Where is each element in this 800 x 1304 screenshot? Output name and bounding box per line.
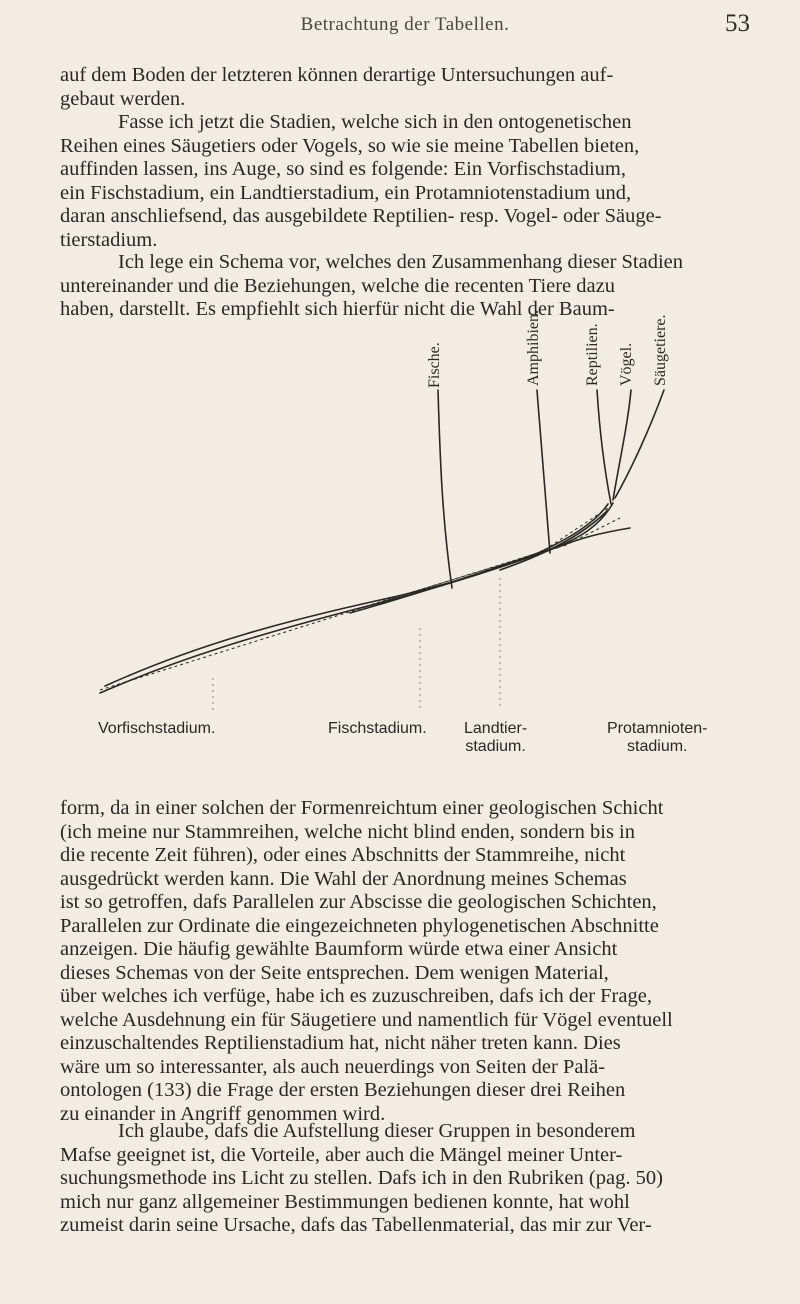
paragraph-2 <box>60 111 750 252</box>
text-line: welche Ausdehnung ein für Säugetiere und namentlich für Vögel eventuell <box>60 1008 673 1031</box>
text-line: ist so getroffen, dafs Parallelen zur Abscisse die geologischen Schichten, <box>60 891 657 913</box>
group-label-fische: Fische. <box>426 342 443 388</box>
phylogeny-schema-figure <box>60 310 760 778</box>
stage-label-line: stadium. <box>627 738 688 755</box>
text-line: (ich meine nur Stammreihen, welche nicht blind enden, sondern bis in <box>60 820 635 843</box>
dashed-guide-3 <box>540 508 608 553</box>
voegel-branch <box>613 390 631 500</box>
text-line: Reihen eines Säugetiers oder Vogels, so wie sie meine Tabellen bieten, <box>60 134 640 157</box>
text-line: ontologen (133) die Frage der ersten Beziehungen dieser drei Reihen <box>60 1079 626 1101</box>
text-line: ausgedrückt werden kann. Die Wahl der Anordnung meines Schemas <box>60 867 627 890</box>
amphibien-branch <box>537 390 550 553</box>
text-line: Mafse geeignet ist, die Vorteile, aber auch die Mängel meiner Unter- <box>60 1143 623 1166</box>
running-title: Betrachtung der Tabellen. <box>300 14 510 35</box>
group-label-reptilien: Reptilien. <box>584 323 601 386</box>
text-line: gebaut werden. <box>60 87 186 110</box>
text-line: zumeist darin seine Ursache, dafs das Tabellenmaterial, das mir zur Ver- <box>60 1214 652 1236</box>
text-line: Ich lege ein Schema vor, welches den Zusammenhang dieser Stadien <box>118 251 684 273</box>
stage-label-line: Landtier- <box>464 720 528 737</box>
dashed-guide-1 <box>100 546 560 690</box>
text-line: Ich glaube, dafs die Aufstellung dieser Gruppen in besonderem <box>118 1120 636 1142</box>
text-line: dieses Schemas von der Seite entsprechen. Dem wenigen Material, <box>60 961 609 984</box>
text-line: tierstadium. <box>60 228 158 251</box>
text-line: Fasse ich jetzt die Stadien, welche sich in den ontogenetischen <box>118 111 632 133</box>
paragraph-1 <box>60 64 750 111</box>
stage-label-protamnioten <box>607 720 708 756</box>
text-line: daran anschliefsend, das ausgebildete Reptilien- resp. Vogel- oder Säuge- <box>60 205 662 227</box>
text-line: anzeigen. Die häufig gewählte Baumform würde etwa einer Ansicht <box>60 938 618 960</box>
stage-label-line: Protamnioten- <box>607 720 708 737</box>
text-line: ein Fischstadium, ein Landtierstadium, ein Protamniotenstadium und, <box>60 181 632 204</box>
paragraph-3 <box>60 251 750 322</box>
text-line: Parallelen zur Ordinate die eingezeichneten phylogenetischen Abschnitte <box>60 914 659 937</box>
stage-label-fisch: Fischstadium. <box>328 720 427 737</box>
page-header <box>60 10 750 40</box>
schema-diagram <box>60 338 760 778</box>
text-line: mich nur ganz allgemeiner Bestimmungen bedienen konnte, hat wohl <box>60 1190 630 1213</box>
text-line: wäre um so interessanter, als auch neuerdings von Seiten der Palä- <box>60 1055 606 1078</box>
paragraph-5 <box>60 1120 750 1238</box>
text-line: untereinander und die Beziehungen, welche die recenten Tiere dazu <box>60 274 615 297</box>
fische-branch <box>438 390 452 588</box>
group-label-amphibien: Amphibien. <box>525 310 542 386</box>
text-line: form, da in einer solchen der Formenreichtum einer geologischen Schicht <box>60 797 664 819</box>
group-label-saeugetiere: Säugetiere. <box>652 314 669 386</box>
stage-label-line: stadium. <box>465 738 526 755</box>
stage-label-vorfisch: Vorfischstadium. <box>98 720 216 737</box>
stage-label-landtier <box>464 720 527 756</box>
text-line: einzuschaltendes Reptilienstadium hat, nicht näher treten kann. Dies <box>60 1032 621 1054</box>
text-line: auffinden lassen, ins Auge, so sind es folgende: Ein Vorfischstadium, <box>60 158 626 180</box>
page-number: 53 <box>725 10 750 37</box>
text-line: haben, darstellt. Es empfiehlt sich hierfür nicht die Wahl der Baum- <box>60 298 615 320</box>
paragraph-4 <box>60 797 750 1126</box>
text-line: die recente Zeit führen), oder eines Abschnitts der Stammreihe, nicht <box>60 844 626 866</box>
text-line: suchungsmethode ins Licht zu stellen. Dafs ich in den Rubriken (pag. 50) <box>60 1167 663 1189</box>
group-label-voegel: Vögel. <box>618 342 635 386</box>
reptilien-branch <box>597 390 611 504</box>
fisch-curve <box>350 504 608 613</box>
text-line: über welches ich verfüge, habe ich es zuzuschreiben, dafs ich der Frage, <box>60 985 652 1007</box>
text-line: zu einander in Angriff genommen wird. <box>60 1102 386 1125</box>
text-line: auf dem Boden der letzteren können derartige Untersuchungen auf- <box>60 64 614 86</box>
